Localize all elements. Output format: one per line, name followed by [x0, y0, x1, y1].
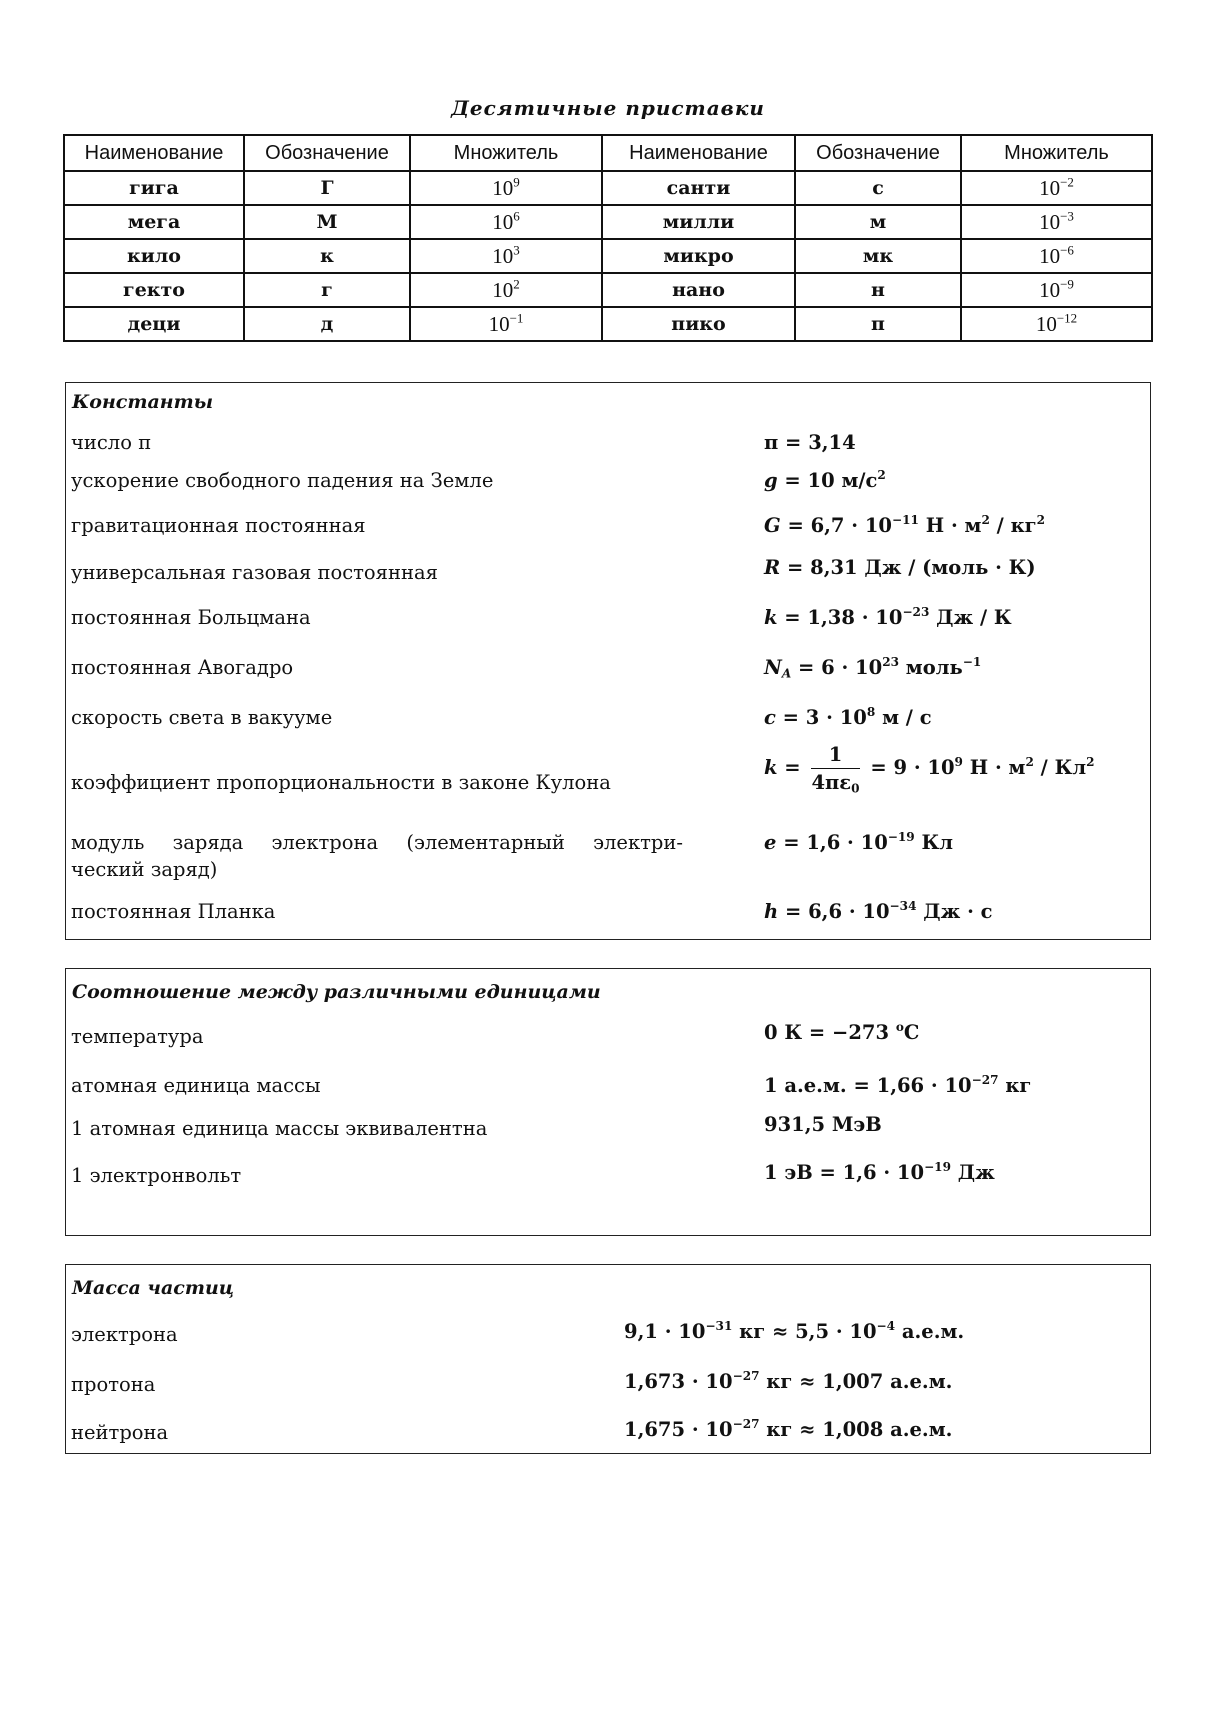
prefix-multiplier: $10^{-6}$: [961, 239, 1152, 273]
prefix-name: милли: [602, 205, 795, 239]
constant-label: гравитационная постоянная: [71, 514, 366, 537]
constant-label: универсальная газовая постоянная: [71, 561, 438, 584]
prefix-name: пико: [602, 307, 795, 341]
prefix-symbol: М: [244, 205, 410, 239]
prefix-multiplier: $10^{-2}$: [961, 171, 1152, 205]
prefix-multiplier: $10^3$: [410, 239, 602, 273]
prefix-multiplier: $10^{-3}$: [961, 205, 1152, 239]
constant-value: $k = 1,38 \cdot 10^{-23}$ Дж / К: [764, 605, 1012, 629]
prefix-multiplier: $10^{-9}$: [961, 273, 1152, 307]
constant-value: $c = 3 \cdot 10^8$ м / с: [764, 705, 932, 729]
table-row: [64, 239, 1152, 273]
constant-value: π = 3,14: [764, 431, 856, 454]
column-header: Множитель: [961, 135, 1152, 171]
page-title: Десятичные приставки: [451, 96, 765, 120]
table-row: [64, 171, 1152, 205]
constant-label: постоянная Больцмана: [71, 606, 311, 629]
section-heading: Соотношение между различными единицами: [72, 981, 601, 1003]
prefix-name: кило: [64, 239, 244, 273]
constant-label: ускорение свободного падения на Земле: [71, 469, 494, 492]
table-row: [64, 307, 1152, 341]
prefix-symbol: м: [795, 205, 961, 239]
prefix-multiplier: $10^2$: [410, 273, 602, 307]
units-section: [65, 968, 1151, 1236]
prefix-table: [63, 134, 1153, 342]
column-header: Наименование: [64, 135, 244, 171]
prefix-symbol: с: [795, 171, 961, 205]
prefix-symbol: г: [244, 273, 410, 307]
prefix-name: нано: [602, 273, 795, 307]
prefix-name: микро: [602, 239, 795, 273]
section-heading: Константы: [72, 391, 214, 413]
constant-label-cont: ческий заряд): [71, 858, 218, 881]
prefix-symbol: п: [795, 307, 961, 341]
prefix-name: гига: [64, 171, 244, 205]
constant-value: g = 10 $м/с^2$: [764, 468, 886, 492]
prefix-multiplier: $10^6$: [410, 205, 602, 239]
units-value: 0 К = −273 $^о$С: [764, 1020, 920, 1044]
prefix-name: санти: [602, 171, 795, 205]
column-header: Наименование: [602, 135, 795, 171]
mass-value: $1,675 \cdot 10^{-27}$ кг ≈ 1,008 а.е.м.: [624, 1417, 953, 1441]
units-label: 1 атомная единица массы эквивалентна: [71, 1117, 488, 1140]
prefix-multiplier: $10^9$: [410, 171, 602, 205]
section-heading: Масса частиц: [72, 1277, 235, 1299]
table-row: [64, 205, 1152, 239]
constant-value: $e = 1,6 \cdot 10^{-19}$ Кл: [764, 830, 953, 854]
mass-label: нейтрона: [71, 1421, 169, 1444]
units-label: атомная единица массы: [71, 1074, 321, 1097]
units-label: 1 электронвольт: [71, 1164, 242, 1187]
prefix-symbol: к: [244, 239, 410, 273]
mass-label: протона: [71, 1373, 156, 1396]
constant-value: $N_A = 6 \cdot 10^{23}$ моль$^{-1}$: [764, 655, 982, 681]
constant-value: $G = 6,7 \cdot 10^{-11}$ $Н \cdot м^2 / кг^2$: [764, 513, 1046, 537]
column-header: Обозначение: [244, 135, 410, 171]
table-row: [64, 273, 1152, 307]
prefix-name: гекто: [64, 273, 244, 307]
column-header: Обозначение: [795, 135, 961, 171]
mass-label: электрона: [71, 1323, 178, 1346]
constant-value: k = $\frac{1}{4\pi\varepsilon_0}$ = $9 \cdot 10^9$ $Н \cdot м^2 / Кл^2$: [764, 743, 1095, 796]
mass-value: $1,673 \cdot 10^{-27}$ кг ≈ 1,007 а.е.м.: [624, 1369, 953, 1393]
constant-label: коэффициент пропорциональности в законе Кулона: [71, 771, 611, 794]
constant-label: скорость света в вакууме: [71, 706, 333, 729]
prefix-multiplier: $10^{-1}$: [410, 307, 602, 341]
prefix-symbol: н: [795, 273, 961, 307]
constant-label: число π: [71, 431, 151, 454]
units-label: температура: [71, 1025, 204, 1048]
constant-value: $h = 6,6 \cdot 10^{-34}$ Дж · с: [764, 899, 993, 923]
mass-value: $9,1 \cdot 10^{-31}$ кг ≈ $5,5 \cdot 10^{-4}$ а.е.м.: [624, 1319, 965, 1343]
constant-label: постоянная Авогадро: [71, 656, 294, 679]
units-value: 1 а.е.м. = $1,66 \cdot 10^{-27}$ кг: [764, 1073, 1032, 1097]
constant-label: постоянная Планка: [71, 900, 276, 923]
masses-section: [65, 1264, 1151, 1454]
prefix-name: мега: [64, 205, 244, 239]
prefix-symbol: мк: [795, 239, 961, 273]
prefix-name: деци: [64, 307, 244, 341]
table-header-row: [64, 135, 1152, 171]
fraction: $\frac{1}{4\pi\varepsilon_0}$: [811, 743, 860, 796]
constant-label: модуль заряда электрона (элементарный электри-: [71, 831, 683, 854]
constants-section: [65, 382, 1151, 940]
column-header: Множитель: [410, 135, 602, 171]
prefix-multiplier: $10^{-12}$: [961, 307, 1152, 341]
units-value: 1 эВ = $1,6 \cdot 10^{-19}$ Дж: [764, 1160, 995, 1184]
prefix-symbol: Г: [244, 171, 410, 205]
constant-value: R = 8,31 Дж / (моль · К): [764, 556, 1036, 579]
units-value: 931,5 МэВ: [764, 1113, 882, 1136]
prefix-symbol: д: [244, 307, 410, 341]
